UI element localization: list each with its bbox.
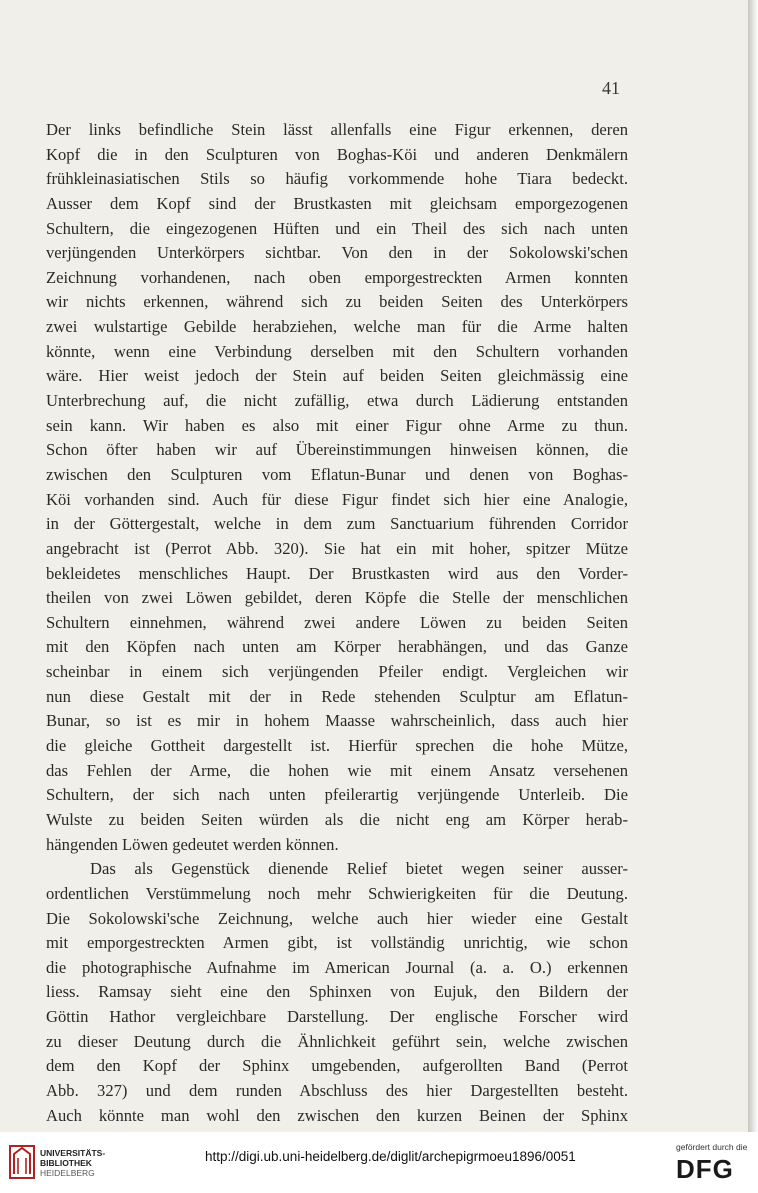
text-line: Schultern, der sich nach unten pfeilerartig verjüngende Unterleib. Die: [46, 785, 628, 805]
text-line: scheinbar in einem sich verjüngenden Pfeiler endigt. Vergleichen wir: [46, 662, 628, 682]
text-line: Ausser dem Kopf sind der Brustkasten mit gleichsam emporgezogenen: [46, 193, 628, 213]
funded-by-label: gefördert durch die: [676, 1142, 748, 1152]
text-line: Kopf die in den Sculpturen von Boghas-Köi und anderen Denkmälern: [46, 144, 628, 164]
text-line: hängenden Löwen gedeutet werden können.: [46, 834, 339, 854]
body-text: [46, 118, 628, 1128]
text-line: Die Sokolowski'sche Zeichnung, welche auch hier wieder eine Gestalt: [46, 908, 628, 928]
text-line: mit emporgestreckten Armen gibt, ist vollständig unrichtig, wie schon: [46, 933, 628, 953]
text-line: theilen von zwei Löwen gebildet, deren Köpfe die Stelle der menschlichen: [46, 588, 628, 608]
university-name: [40, 1148, 105, 1178]
text-line: Schon öfter haben wir auf Übereinstimmungen hinweisen können, die: [46, 440, 628, 460]
text-line: Abb. 327) und dem runden Abschluss des hier Dargestellten besteht.: [46, 1080, 628, 1100]
text-line: Auch könnte man wohl den zwischen den kurzen Beinen der Sphinx: [46, 1105, 628, 1125]
text-line: Das als Gegenstück dienende Relief bietet wegen seiner ausser-: [90, 859, 628, 879]
institution-line: HEIDELBERG: [40, 1168, 95, 1178]
university-logo-icon: [8, 1144, 36, 1180]
text-line: Zeichnung vorhandenen, nach oben emporgestreckten Armen konnten: [46, 267, 628, 287]
text-line: Wulste zu beiden Seiten würden als die nicht eng am Körper herab-: [46, 809, 628, 829]
dfg-logo: DFG: [676, 1154, 734, 1184]
text-line: ordentlichen Verstümmelung noch mehr Schwierigkeiten für die Deutung.: [46, 883, 628, 903]
text-line: Schultern, die eingezogenen Hüften und ein Theil des sich nach unten: [46, 218, 628, 238]
text-line: wäre. Hier weist jedoch der Stein auf beiden Seiten gleichmässig eine: [46, 366, 628, 386]
text-line: nun diese Gestalt mit der in Rede stehenden Sculptur am Eflatun-: [46, 686, 628, 706]
text-line: verjüngenden Unterkörpers sichtbar. Von den in der Sokolowski'schen: [46, 243, 628, 263]
text-line: Schultern einnehmen, während zwei andere Löwen zu beiden Seiten: [46, 612, 628, 632]
text-line: liess. Ramsay sieht eine den Sphinxen von Eujuk, den Bildern der: [46, 982, 628, 1002]
text-line: zwischen den Sculpturen vom Eflatun-Bunar und denen von Boghas-: [46, 464, 628, 484]
text-line: Bunar, so ist es mir in hohem Maasse wahrscheinlich, dass auch hier: [46, 711, 628, 731]
institution-line: UNIVERSITÄTS-: [40, 1148, 106, 1158]
text-line: könnte, wenn eine Verbindung derselben mit den Schultern vorhanden: [46, 341, 628, 361]
source-url[interactable]: http://digi.ub.uni-heidelberg.de/diglit/archepigrmoeu1896/0051: [205, 1149, 576, 1164]
text-line: Der links befindliche Stein lässt allenfalls eine Figur erkennen, deren: [46, 120, 628, 139]
text-line: die photographische Aufnahme im American Journal (a. a. O.) erkennen: [46, 957, 628, 977]
text-line: bekleidetes menschliches Haupt. Der Brustkasten wird aus den Vorder-: [46, 563, 628, 583]
text-line: Unterbrechung auf, die nicht zufällig, etwa durch Lädierung entstanden: [46, 391, 628, 411]
text-line: Köi vorhanden sind. Auch für diese Figur findet sich hier eine Analogie,: [46, 489, 628, 509]
text-line: sein kann. Wir haben es also mit einer Figur ohne Arme zu thun.: [46, 415, 628, 435]
text-line: dem den Kopf der Sphinx umgebenden, aufgerollten Band (Perrot: [46, 1056, 628, 1076]
text-line: Göttin Hathor vergleichbare Darstellung. Der englische Forscher wird: [46, 1007, 628, 1027]
text-line: in der Göttergestalt, welche in dem zum Sanctuarium führenden Corridor: [46, 514, 628, 534]
text-line: frühkleinasiatischen Stils so häufig vorkommende hohe Tiara bedeckt.: [46, 169, 628, 189]
text-line: zu dieser Deutung durch die Ähnlichkeit geführt sein, welche zwischen: [46, 1031, 628, 1051]
page-edge-shadow: [748, 0, 758, 1132]
text-line: angebracht ist (Perrot Abb. 320). Sie hat ein mit hoher, spitzer Mütze: [46, 538, 628, 558]
text-line: zwei wulstartige Gebilde herabziehen, welche man für die Arme halten: [46, 317, 628, 337]
institution-line: BIBLIOTHEK: [40, 1158, 92, 1168]
text-line: die gleiche Gottheit dargestellt ist. Hierfür sprechen die hohe Mütze,: [46, 736, 628, 756]
page-number: 41: [602, 78, 620, 98]
footer-bar: [0, 1132, 758, 1193]
text-line: mit den Köpfen nach unten am Körper herabhängen, und das Ganze: [46, 637, 628, 657]
text-line: wir nichts erkennen, während sich zu beiden Seiten des Unterkörpers: [46, 292, 628, 312]
text-line: das Fehlen der Arme, die hohen wie mit einem Ansatz versehenen: [46, 760, 628, 780]
